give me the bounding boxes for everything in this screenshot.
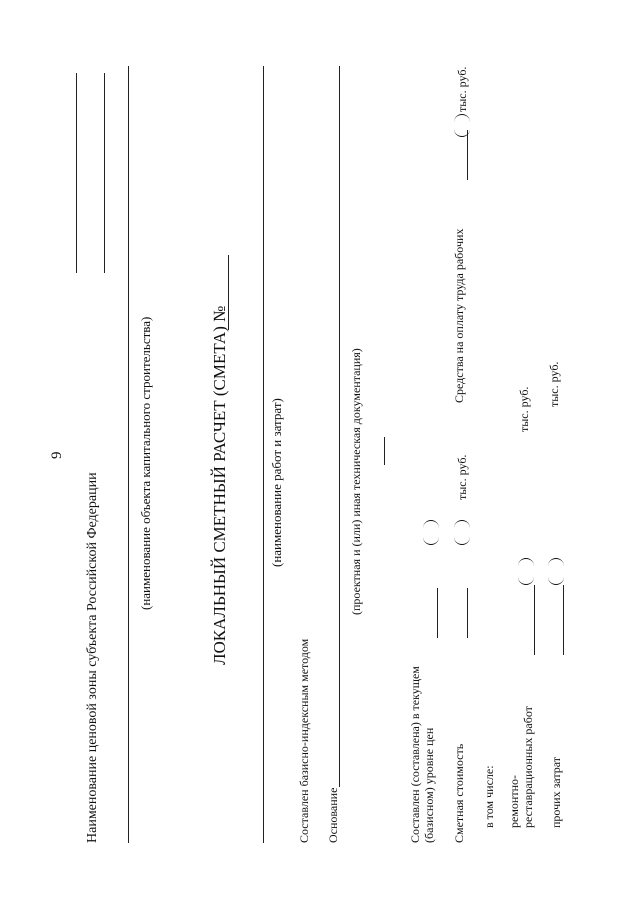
document-title: ЛОКАЛЬНЫЙ СМЕТНЫЙ РАСЧЕТ (СМЕТА) №	[210, 305, 229, 665]
other-paren-left	[548, 576, 564, 585]
document-number-line	[228, 255, 229, 330]
other-costs-line	[563, 585, 564, 655]
wage-funds-line	[467, 130, 468, 180]
repair-label-2: реставрационных работ	[521, 706, 535, 828]
works-caption: (наименование работ и затрат)	[269, 398, 284, 567]
other-costs-unit: тыс. руб.	[547, 361, 561, 407]
repair-unit: тыс. руб.	[517, 386, 531, 432]
compiled-paren-right	[423, 520, 439, 529]
works-name-line	[263, 66, 264, 843]
wage-funds-label: Средства на оплату труда рабочих	[452, 228, 466, 403]
basis-caption: (проектная и (или) иная техническая документация)	[349, 348, 363, 615]
repair-paren-left	[518, 576, 534, 585]
repair-line	[534, 585, 535, 655]
basis-line	[339, 66, 340, 787]
estimated-cost-line	[467, 588, 468, 638]
estimated-cost-label: Сметная стоимость	[452, 743, 466, 843]
repair-paren-right	[518, 558, 534, 567]
price-zone-line-1	[76, 73, 77, 273]
price-zone-line-2	[104, 73, 105, 273]
estimated-cost-unit: тыс. руб.	[455, 454, 469, 500]
price-zone-label: Наименование ценовой зоны субъекта Российской Федерации	[85, 472, 100, 843]
repair-label-1: ремонтно-	[507, 774, 521, 828]
compiled-level-line	[437, 588, 438, 638]
other-costs-label: прочих затрат	[549, 757, 563, 828]
compiled-paren-left	[423, 536, 439, 545]
page-number: 9	[49, 451, 65, 459]
basis-label: Основание	[326, 787, 340, 843]
method-text: Составлен базисно-индексным методом	[297, 638, 311, 843]
wage-funds-unit: тыс. руб.	[455, 66, 469, 112]
basis-short-line	[384, 437, 385, 465]
object-caption: (наименование объекта капитального строительства)	[138, 316, 153, 610]
object-name-line	[128, 66, 129, 843]
compiled-text-2: (базисном) уровне цен	[422, 727, 436, 843]
compiled-text-1: Составлен (составлена) в текущем	[408, 666, 422, 843]
other-paren-right	[548, 558, 564, 567]
estimated-paren-left	[454, 536, 470, 545]
wage-paren-right	[454, 114, 470, 123]
estimated-paren-right	[454, 520, 470, 529]
including-label: в том числе:	[482, 765, 496, 828]
